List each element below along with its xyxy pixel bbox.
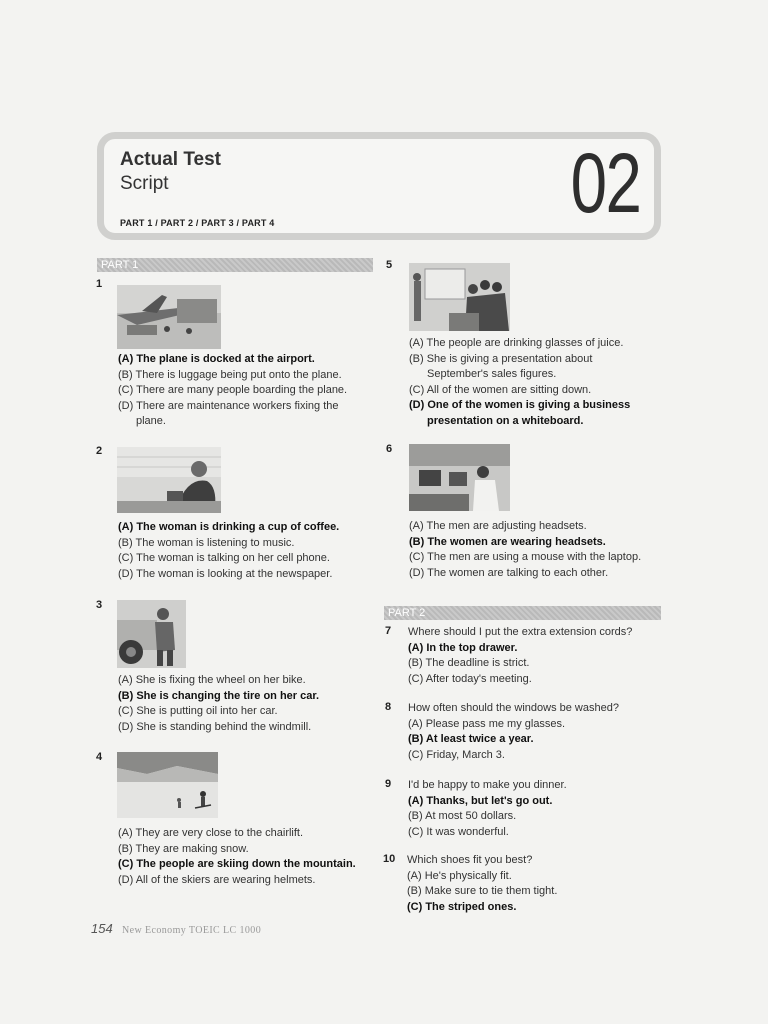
question-number: 8 xyxy=(385,701,392,713)
test-header xyxy=(97,132,661,240)
option: (A) In the top drawer. xyxy=(408,641,518,654)
option: (B) There is luggage being put onto the plane. xyxy=(118,368,342,381)
option: (A) Please pass me my glasses. xyxy=(408,717,566,730)
question-number: 9 xyxy=(385,778,392,790)
option: (A) The men are adjusting headsets. xyxy=(409,520,587,532)
option-continued: September's sales figures. xyxy=(427,368,557,381)
option: (A) The people are drinking glasses of juice. xyxy=(409,337,624,349)
header-title: Actual Test xyxy=(120,149,222,170)
option: (C) She is putting oil into her car. xyxy=(118,705,278,718)
test-number: 02 xyxy=(570,136,640,230)
photo-changing-tire xyxy=(117,600,186,668)
option: (B) The women are wearing headsets. xyxy=(409,535,606,548)
option: (B) The deadline is strict. xyxy=(408,657,530,670)
question-number: 10 xyxy=(383,853,396,865)
option: (B) At most 50 dollars. xyxy=(408,810,517,823)
option: (D) The women are talking to each other. xyxy=(409,566,609,579)
question-text: Which shoes fit you best? xyxy=(407,854,533,866)
q4-options xyxy=(118,826,356,888)
page-number: 154 xyxy=(91,921,113,936)
option: (D) She is standing behind the windmill. xyxy=(118,720,312,733)
option: (A) Thanks, but let's go out. xyxy=(408,794,553,807)
q3-options xyxy=(118,673,319,735)
question-number: 4 xyxy=(96,751,103,763)
question-number: 3 xyxy=(96,599,103,611)
question-number: 2 xyxy=(96,445,103,457)
question-number: 1 xyxy=(96,278,103,290)
option: (C) The woman is talking on her cell phone. xyxy=(118,552,330,565)
q2-options xyxy=(118,520,339,582)
option: (B) At least twice a year. xyxy=(408,733,534,746)
option: (B) Make sure to tie them tight. xyxy=(407,885,558,898)
option: (D) The woman is looking at the newspaper. xyxy=(118,567,333,580)
option: (C) After today's meeting. xyxy=(408,672,532,685)
option: (B) They are making snow. xyxy=(118,842,249,855)
option: (A) The plane is docked at the airport. xyxy=(118,353,315,365)
page-footer xyxy=(91,921,261,936)
book-title: New Economy TOEIC LC 1000 xyxy=(122,925,262,936)
option: (A) She is fixing the wheel on her bike. xyxy=(118,674,306,686)
question-number: 5 xyxy=(386,259,393,271)
option: (D) All of the skiers are wearing helmets. xyxy=(118,873,316,886)
question-number: 6 xyxy=(386,443,393,455)
header-subtitle: Script xyxy=(120,173,169,194)
question-text: I'd be happy to make you dinner. xyxy=(408,779,567,791)
q6-options xyxy=(409,519,641,581)
q5-options xyxy=(409,336,630,430)
option: (C) The people are skiing down the mountain. xyxy=(118,858,356,871)
q1-options xyxy=(118,352,347,430)
option: (A) He's physically fit. xyxy=(407,869,512,882)
option: (B) The woman is listening to music. xyxy=(118,536,295,549)
option: (B) She is giving a presentation about xyxy=(409,352,593,365)
photo-airport xyxy=(117,285,221,349)
option: (B) She is changing the tire on her car. xyxy=(118,689,320,702)
photo-presentation xyxy=(409,263,510,331)
option: (C) Friday, March 3. xyxy=(408,748,505,761)
option: (A) The woman is drinking a cup of coffee. xyxy=(118,521,340,533)
question-text: Where should I put the extra extension cords? xyxy=(408,626,633,638)
option: (C) It was wonderful. xyxy=(408,825,509,838)
photo-skiing xyxy=(117,752,218,818)
option: (C) The men are using a mouse with the laptop. xyxy=(409,551,642,564)
option: (D) One of the women is giving a business xyxy=(409,399,631,412)
q7-lines xyxy=(408,625,632,687)
part2-bar: PART 2 xyxy=(384,606,661,620)
photo-woman-coffee xyxy=(117,447,221,513)
option: (A) They are very close to the chairlift. xyxy=(118,827,304,839)
photo-call-center xyxy=(409,444,510,511)
option: (C) All of the women are sitting down. xyxy=(409,383,592,396)
question-number: 7 xyxy=(385,625,392,637)
q10-lines xyxy=(407,853,557,915)
q9-lines xyxy=(408,778,567,840)
option: (C) The striped ones. xyxy=(407,900,517,913)
part1-bar: PART 1 xyxy=(97,258,373,272)
option: (D) There are maintenance workers fixing the xyxy=(118,399,339,412)
header-parts: PART 1 / PART 2 / PART 3 / PART 4 xyxy=(120,218,275,228)
question-text: How often should the windows be washed? xyxy=(408,702,619,714)
q8-lines xyxy=(408,701,619,763)
option-continued: presentation on a whiteboard. xyxy=(427,414,584,427)
option-continued: plane. xyxy=(136,415,166,428)
option: (C) There are many people boarding the plane. xyxy=(118,384,348,397)
